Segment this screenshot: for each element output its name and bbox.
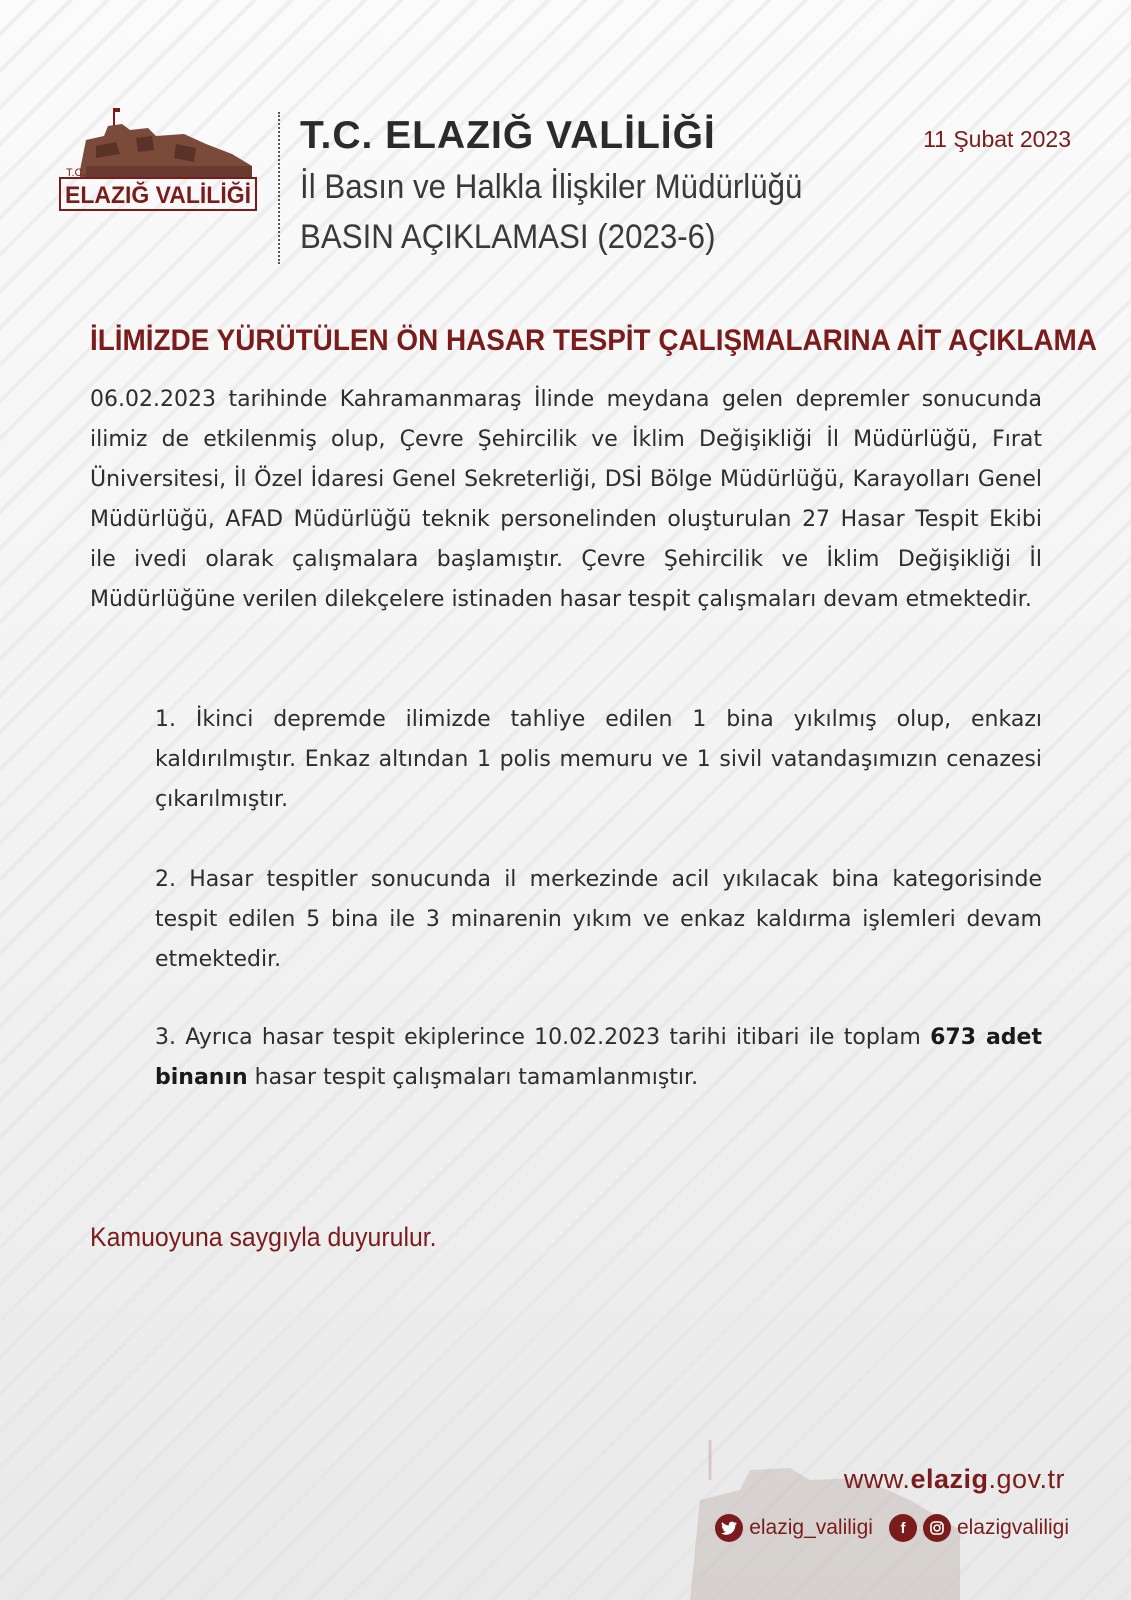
twitter-icon[interactable] <box>715 1514 743 1542</box>
logo-small-text: T.C. <box>66 167 86 179</box>
website-prefix: www. <box>843 1464 911 1494</box>
item-bold-text: 673 adet binanın <box>155 1025 1042 1090</box>
elazig-valiligi-logo <box>56 106 262 224</box>
logo-main-text: ELAZIĞ VALİLİĞİ <box>65 182 260 209</box>
list-item: 2. Hasar tespitler sonucunda il merkezinde acil yıkılacak bina kategorisinde tespit edilen 5 bina ile 3 minarenin yıkım ve enkaz kaldırma işlemleri devam etmektedir. <box>155 867 1042 972</box>
document-type: BASIN AÇIKLAMASI (2023-6) <box>300 218 716 256</box>
item-text-after: hasar tespit çalışmaları tamamlanmıştır. <box>247 1065 699 1090</box>
item-text-before: 3. Ayrıca hasar tespit ekiplerince 10.02.2023 tarihi itibari ile toplam <box>155 1025 931 1050</box>
website-suffix: .gov.tr <box>988 1464 1065 1494</box>
release-date: 11 Şubat 2023 <box>923 126 1071 152</box>
list-item: 1. İkinci depremde ilimizde tahliye edilen 1 bina yıkılmış olup, enkazı kaldırılmıştır. Enkaz altından 1 polis memuru ve 1 sivil vatandaşımızın cenazesi çıkarılmıştır. <box>155 707 1042 812</box>
document-heading: İLİMİZDE YÜRÜTÜLEN ÖN HASAR TESPİT ÇALIŞMALARINA AİT AÇIKLAMA <box>90 324 1097 357</box>
intro-paragraph: 06.02.2023 tarihinde Kahramanmaraş İlinde meydana gelen depremler sonucunda ilimiz de etkilenmiş olup, Çevre Şehircilik ve İklim Değişikliği İl Müdürlüğü, Fırat Üniversitesi, İl Özel İdaresi Genel Sekreterliği, DSİ Bölge Müdürlüğü, Karayolları Genel Müdürlüğü, AFAD Müdürlüğü teknik personelinden oluşturulan 27 Hasar Tespit Ekibi ile ivedi olarak çalışmalara başlamıştır. Çevre Şehircilik ve İklim Değişikliği İl Müdürlüğüne verilen dilekçelere istinaden hasar tespit çalışmaları devam etmektedir. <box>90 387 1042 612</box>
social-links <box>715 1514 1069 1542</box>
header-divider <box>278 112 280 264</box>
website-link[interactable] <box>844 1464 1065 1495</box>
list-item <box>155 1018 1042 1098</box>
org-title: T.C. ELAZIĞ VALİLİĞİ <box>300 114 716 157</box>
social-handle[interactable]: elazigvaliligi <box>956 1516 1069 1539</box>
twitter-handle[interactable]: elazig_valiligi <box>749 1516 873 1539</box>
org-subtitle: İl Basın ve Halkla İlişkiler Müdürlüğü <box>300 168 803 206</box>
facebook-icon[interactable]: f <box>889 1514 917 1542</box>
website-domain: elazig <box>910 1464 989 1494</box>
instagram-icon[interactable] <box>923 1514 951 1542</box>
closing-line: Kamuoyuna saygıyla duyurulur. <box>90 1222 437 1252</box>
castle-logo-icon <box>56 106 262 224</box>
